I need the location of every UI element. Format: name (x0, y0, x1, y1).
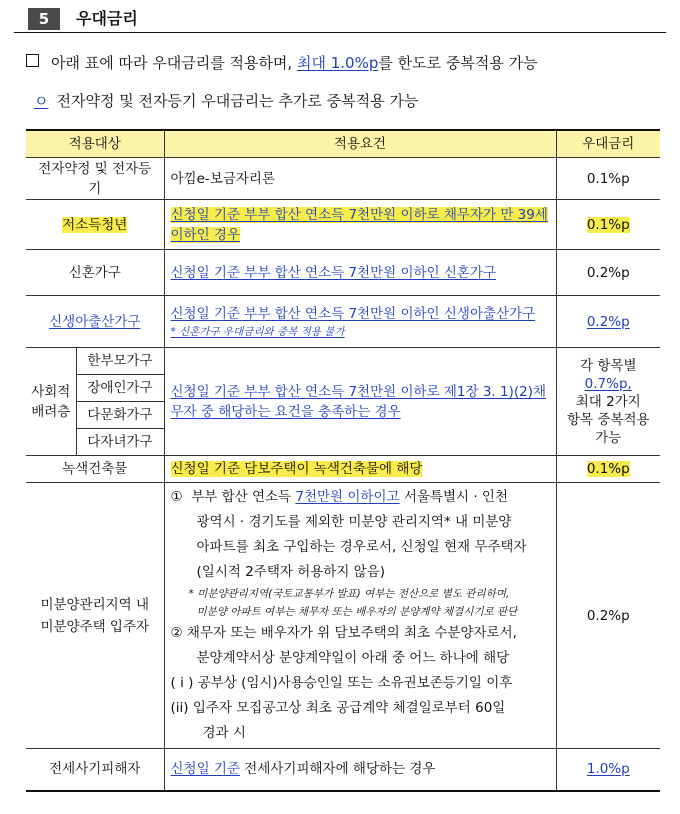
target-cell: 녹색건축물 (26, 456, 164, 483)
income-condition-highlight: 7천만원 이하이고 (295, 489, 400, 505)
sub-target: 다문화가구 (76, 402, 164, 429)
requirement-cell: 신청일 기준 담보주택이 녹색건축물에 해당 (170, 461, 423, 477)
preferential-rate-table (26, 129, 660, 792)
bullet-marker: ㅇ (34, 92, 49, 110)
target-cell: 미분양관리지역 내 미분양주택 입주자 (26, 483, 164, 749)
header-target: 적용대상 (26, 130, 164, 158)
section-number: 5 (28, 8, 60, 30)
rate-cell: 1.0%p (586, 761, 630, 778)
table-row (26, 348, 660, 375)
checkbox-square-icon (26, 54, 39, 67)
table-row (26, 200, 660, 250)
max-rate-highlight: 최대 1.0%p (296, 54, 379, 72)
sub-target: 다자녀가구 (76, 429, 164, 456)
header-requirement: 적용요건 (164, 130, 556, 158)
rate-cell: 0.1%p (556, 158, 660, 200)
target-cell: 저소득청년 (62, 216, 128, 233)
section-header (14, 8, 666, 33)
target-cell: 신혼가구 (26, 250, 164, 296)
rate-cell: 0.2%p (556, 250, 660, 296)
intro-line-2: ㅇ 전자약정 및 전자등기 우대금리는 추가로 중복적용 가능 (34, 92, 419, 110)
unsold-note-line-1: * 미분양관리지역(국토교통부가 발표) 여부는 전산으로 별도 관리하며, (188, 588, 510, 600)
requirement-cell: 신청일 기준 부부 합산 연소득 7천만원 이하인 신혼가구 (170, 264, 497, 281)
table-row (26, 296, 660, 348)
table-row (26, 250, 660, 296)
target-cell: 사회적 배려층 (26, 348, 76, 456)
sub-target: 장애인가구 (76, 375, 164, 402)
unsold-note-line-2: 미분양 아파트 여부는 채무자 또는 배우자의 분양계약 체결시기로 판단 (196, 606, 518, 618)
table-row (26, 483, 660, 749)
requirement-cell: 신청일 기준 전세사기피해자에 해당하는 경우 (164, 749, 556, 791)
table-header-row (26, 130, 660, 158)
table-row (26, 456, 660, 483)
requirement-cell: 아낌e-보금자리론 (164, 158, 556, 200)
requirement-cell: ① 부부 합산 연소득 7천만원 이하이고 서울특별시 · 인천 광역시 · 경기도를 제외한 미분양 관리지역* 내 미분양 아파트를 최초 구입하는 경우로서, 신청일 현재 무주택자 (일시적 2주택자 허용하지 않음) * 미분양관리지역(국토교통부가 발표) 여부는 전산으로 별도 관리하며, 미분양 아파트 여부는 채무자 또는 배우자의 분양계약 체결시기로 판단 ② 채무자 또는 배우자가 위 담보주택의 최초 수분양자로서, 분양계약서상 분양계약일이 아래 중 어느 하나에 해당 ( i ) 공부상 (임시)사용승인일 또는 소유권보존등기일 이후 (ii) 입주자 모집공고상 최초 공급계약 체결일로부터 60일 경과 시 (164, 483, 556, 749)
requirement-cell: 신청일 기준 부부 합산 연소득 7천만원 이하인 신생아출산가구 (170, 305, 536, 322)
intro-line-1: 아래 표에 따라 우대금리를 적용하며, 최대 1.0%p를 한도로 중복적용 가능 (26, 52, 538, 73)
rate-cell: 0.1%p (586, 461, 630, 477)
target-cell: 전세사기피해자 (26, 749, 164, 791)
section-title: 우대금리 (76, 9, 138, 28)
rate-cell: 각 항목별 0.7%p, 최대 2가지 항목 중복적용 가능 (556, 348, 660, 456)
rate-cell: 0.2%p (556, 483, 660, 749)
rate-cell: 0.1%p (586, 216, 630, 233)
requirement-cell: 신청일 기준 부부 합산 연소득 7천만원 이하로 채무자가 만 39세 이하인 경우 (170, 206, 548, 243)
requirement-cell: 신청일 기준 부부 합산 연소득 7천만원 이하로 제1장 3. 1)(2)채무자 중 해당하는 요건을 충족하는 경우 (170, 383, 547, 420)
sub-target: 한부모가구 (76, 348, 164, 375)
table-row (26, 749, 660, 791)
target-cell: 신생아출산가구 (49, 313, 141, 330)
rate-cell: 0.2%p (586, 313, 630, 330)
header-rate: 우대금리 (556, 130, 660, 158)
table-row (26, 158, 660, 200)
requirement-note: * 신혼가구 우대금리와 중복 적용 불가 (170, 325, 345, 338)
target-cell: 전자약정 및 전자등기 (26, 158, 164, 200)
